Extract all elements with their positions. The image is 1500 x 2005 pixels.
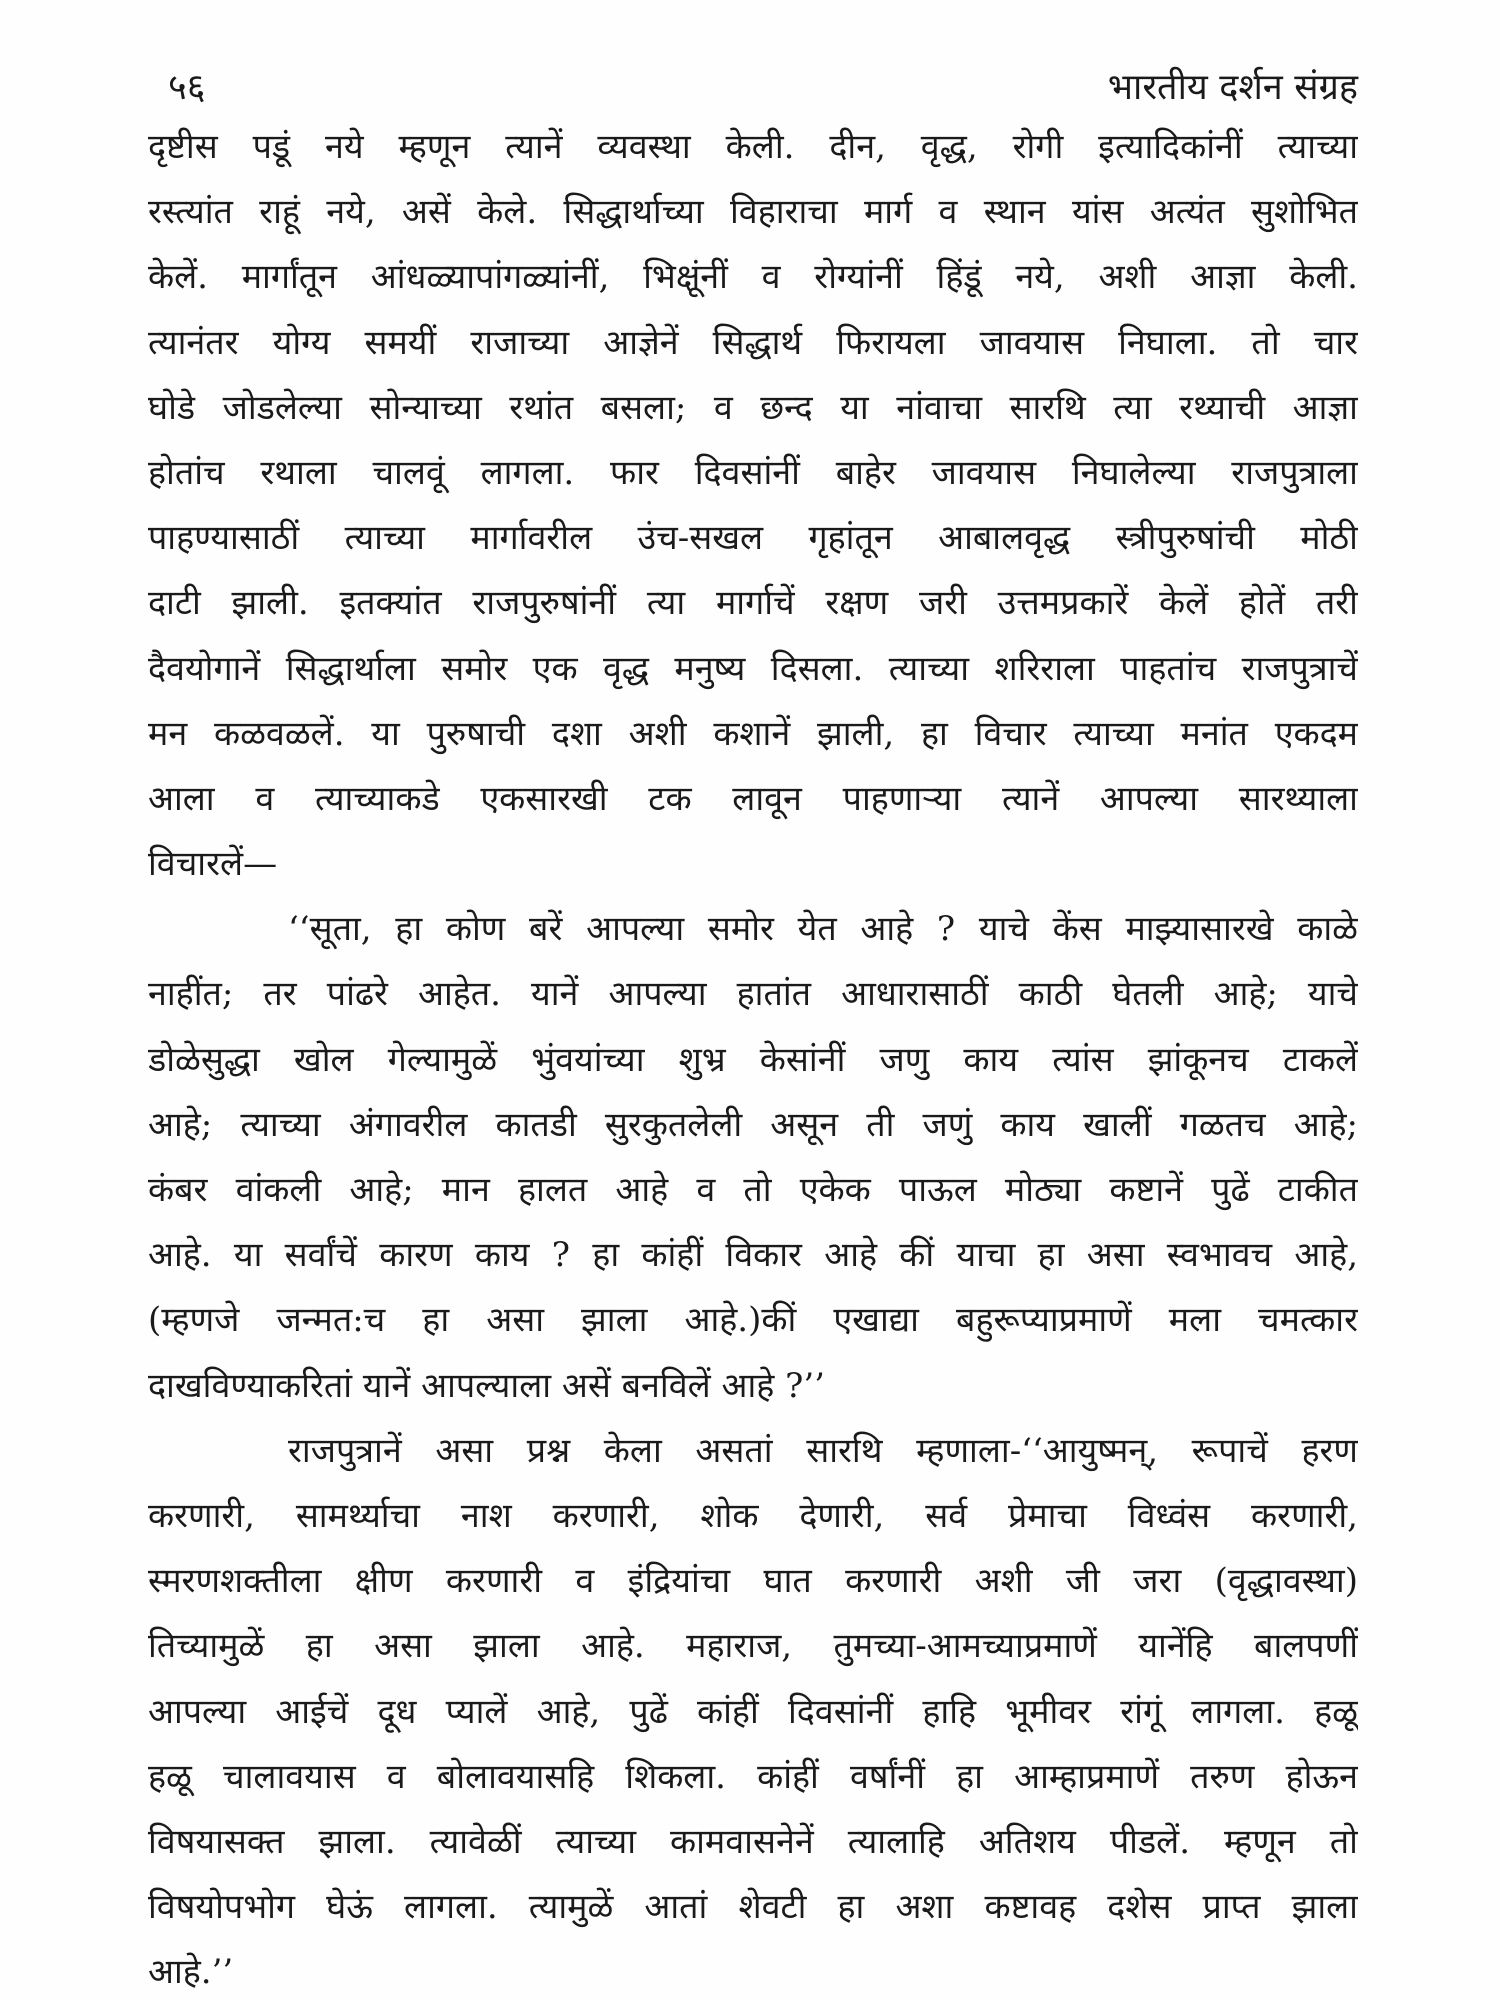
page-number: ५६: [168, 67, 206, 108]
text-line: घोडे जोडलेल्या सोन्याच्या रथांत बसला; व छन्द या नांवाचा सारथि त्या रथ्याची आज्ञा: [148, 387, 1358, 428]
paragraph-start-line: राजपुत्रानें असा प्रश्न केला असतां सारथि म्हणाला-‘‘आयुष्मन्, रूपाचें हरण: [288, 1430, 1358, 1471]
body-text: [148, 115, 1358, 2005]
text-line: केलें. मार्गांतून आंधळ्यापांगळ्यांनीं, भिक्षूंनीं व रोग्यांनीं हिंडूं नये, अशी आज्ञा केली.: [148, 257, 1358, 298]
text-line: नाहींत; तर पांढरे आहेत. यानें आपल्या हातांत आधारासाठीं काठी घेतली आहे; याचे: [148, 974, 1358, 1015]
text-line: विचारलें—: [148, 844, 278, 885]
text-line: आहे. या सर्वांचें कारण काय ? हा कांहीं विकार आहे कीं याचा हा असा स्वभावच आहे,: [148, 1235, 1358, 1276]
text-line: मन कळवळलें. या पुरुषाची दशा अशी कशानें झाली, हा विचार त्याच्या मनांत एकदम: [148, 713, 1358, 754]
text-line: हळू चालावयास व बोलावयासहि शिकला. कांहीं वर्षांनीं हा आम्हाप्रमाणें तरुण होऊन: [148, 1756, 1358, 1797]
text-line: आला व त्याच्याकडे एकसारखी टक लावून पाहणाऱ्या त्यानें आपल्या सारथ्याला: [148, 778, 1358, 819]
text-line: रस्त्यांत राहूं नये, असें केले. सिद्धार्थाच्या विहाराचा मार्ग व स्थान यांस अत्यंत सुशोभित: [148, 192, 1358, 233]
text-line: विषयोपभोग घेऊं लागला. त्यामुळें आतां शेवटी हा अशा कष्टावह दशेस प्राप्त झाला: [148, 1887, 1358, 1928]
text-line: पाहण्यासाठीं त्याच्या मार्गावरील उंच-सखल गृहांतून आबालवृद्ध स्त्रीपुरुषांची मोठी: [148, 518, 1358, 559]
text-line: स्मरणशक्तीला क्षीण करणारी व इंद्रियांचा घात करणारी अशी जी जरा (वृद्धावस्था): [148, 1561, 1358, 1602]
text-line: आपल्या आईचें दूध प्यालें आहे, पुढें कांहीं दिवसांनीं हाहि भूमीवर रांगूं लागला. हळू: [148, 1691, 1358, 1732]
text-line: दैवयोगानें सिद्धार्थाला समोर एक वृद्ध मनुष्य दिसला. त्याच्या शरिराला पाहतांच राजपुत्राचें: [148, 648, 1358, 689]
text-line: विषयासक्त झाला. त्यावेळीं त्याच्या कामवासनेनें त्यालाहि अतिशय पीडलें. म्हणून तो: [148, 1821, 1358, 1862]
quote-start-line: ‘‘सूता, हा कोण बरें आपल्या समोर येत आहे ? याचे केंस माझ्यासारखे काळे: [288, 909, 1358, 950]
text-line: तिच्यामुळें हा असा झाला आहे. महाराज, तुमच्या-आमच्याप्रमाणें यानेंहि बालपणीं: [148, 1626, 1358, 1667]
text-line: दाखविण्याकरितां यानें आपल्याला असें बनविलें आहे ?’’: [148, 1365, 825, 1406]
text-line: डोळेसुद्धा खोल गेल्यामुळें भुंवयांच्या शुभ्र केसांनीं जणु काय त्यांस झांकूनच टाकलें: [148, 1039, 1358, 1080]
text-line: दृष्टीस पडूं नये म्हणून त्यानें व्यवस्था केली. दीन, वृद्ध, रोगी इत्यादिकांनीं त्याच्या: [148, 127, 1358, 167]
text-line: करणारी, सामर्थ्याचा नाश करणारी, शोक देणारी, सर्व प्रेमाचा विध्वंस करणारी,: [148, 1495, 1358, 1536]
text-line: आहे; त्याच्या अंगावरील कातडी सुरकुतलेली असून ती जणुं काय खालीं गळतच आहे;: [148, 1104, 1358, 1145]
text-line: (म्हणजे जन्मत:च हा असा झाला आहे.)कीं एखाद्या बहुरूप्याप्रमाणें मला चमत्कार: [148, 1300, 1358, 1341]
text-line: होतांच रथाला चालवूं लागला. फार दिवसांनीं बाहेर जावयास निघालेल्या राजपुत्राला: [148, 452, 1358, 493]
page-header: [148, 58, 1358, 118]
running-title: भारतीय दर्शन संग्रह: [1107, 67, 1358, 108]
text-line: आहे.’’: [148, 1952, 234, 1993]
text-line: दाटी झाली. इतक्यांत राजपुरुषांनीं त्या मार्गाचें रक्षण जरी उत्तमप्रकारें केलें होतें तरी: [148, 583, 1358, 624]
text-line: कंबर वांकली आहे; मान हालत आहे व तो एकेक पाऊल मोठ्या कष्टानें पुढें टाकीत: [148, 1170, 1358, 1210]
text-line: त्यानंतर योग्य समयीं राजाच्या आज्ञेनें सिद्धार्थ फिरायला जावयास निघाला. तो चार: [148, 322, 1358, 363]
